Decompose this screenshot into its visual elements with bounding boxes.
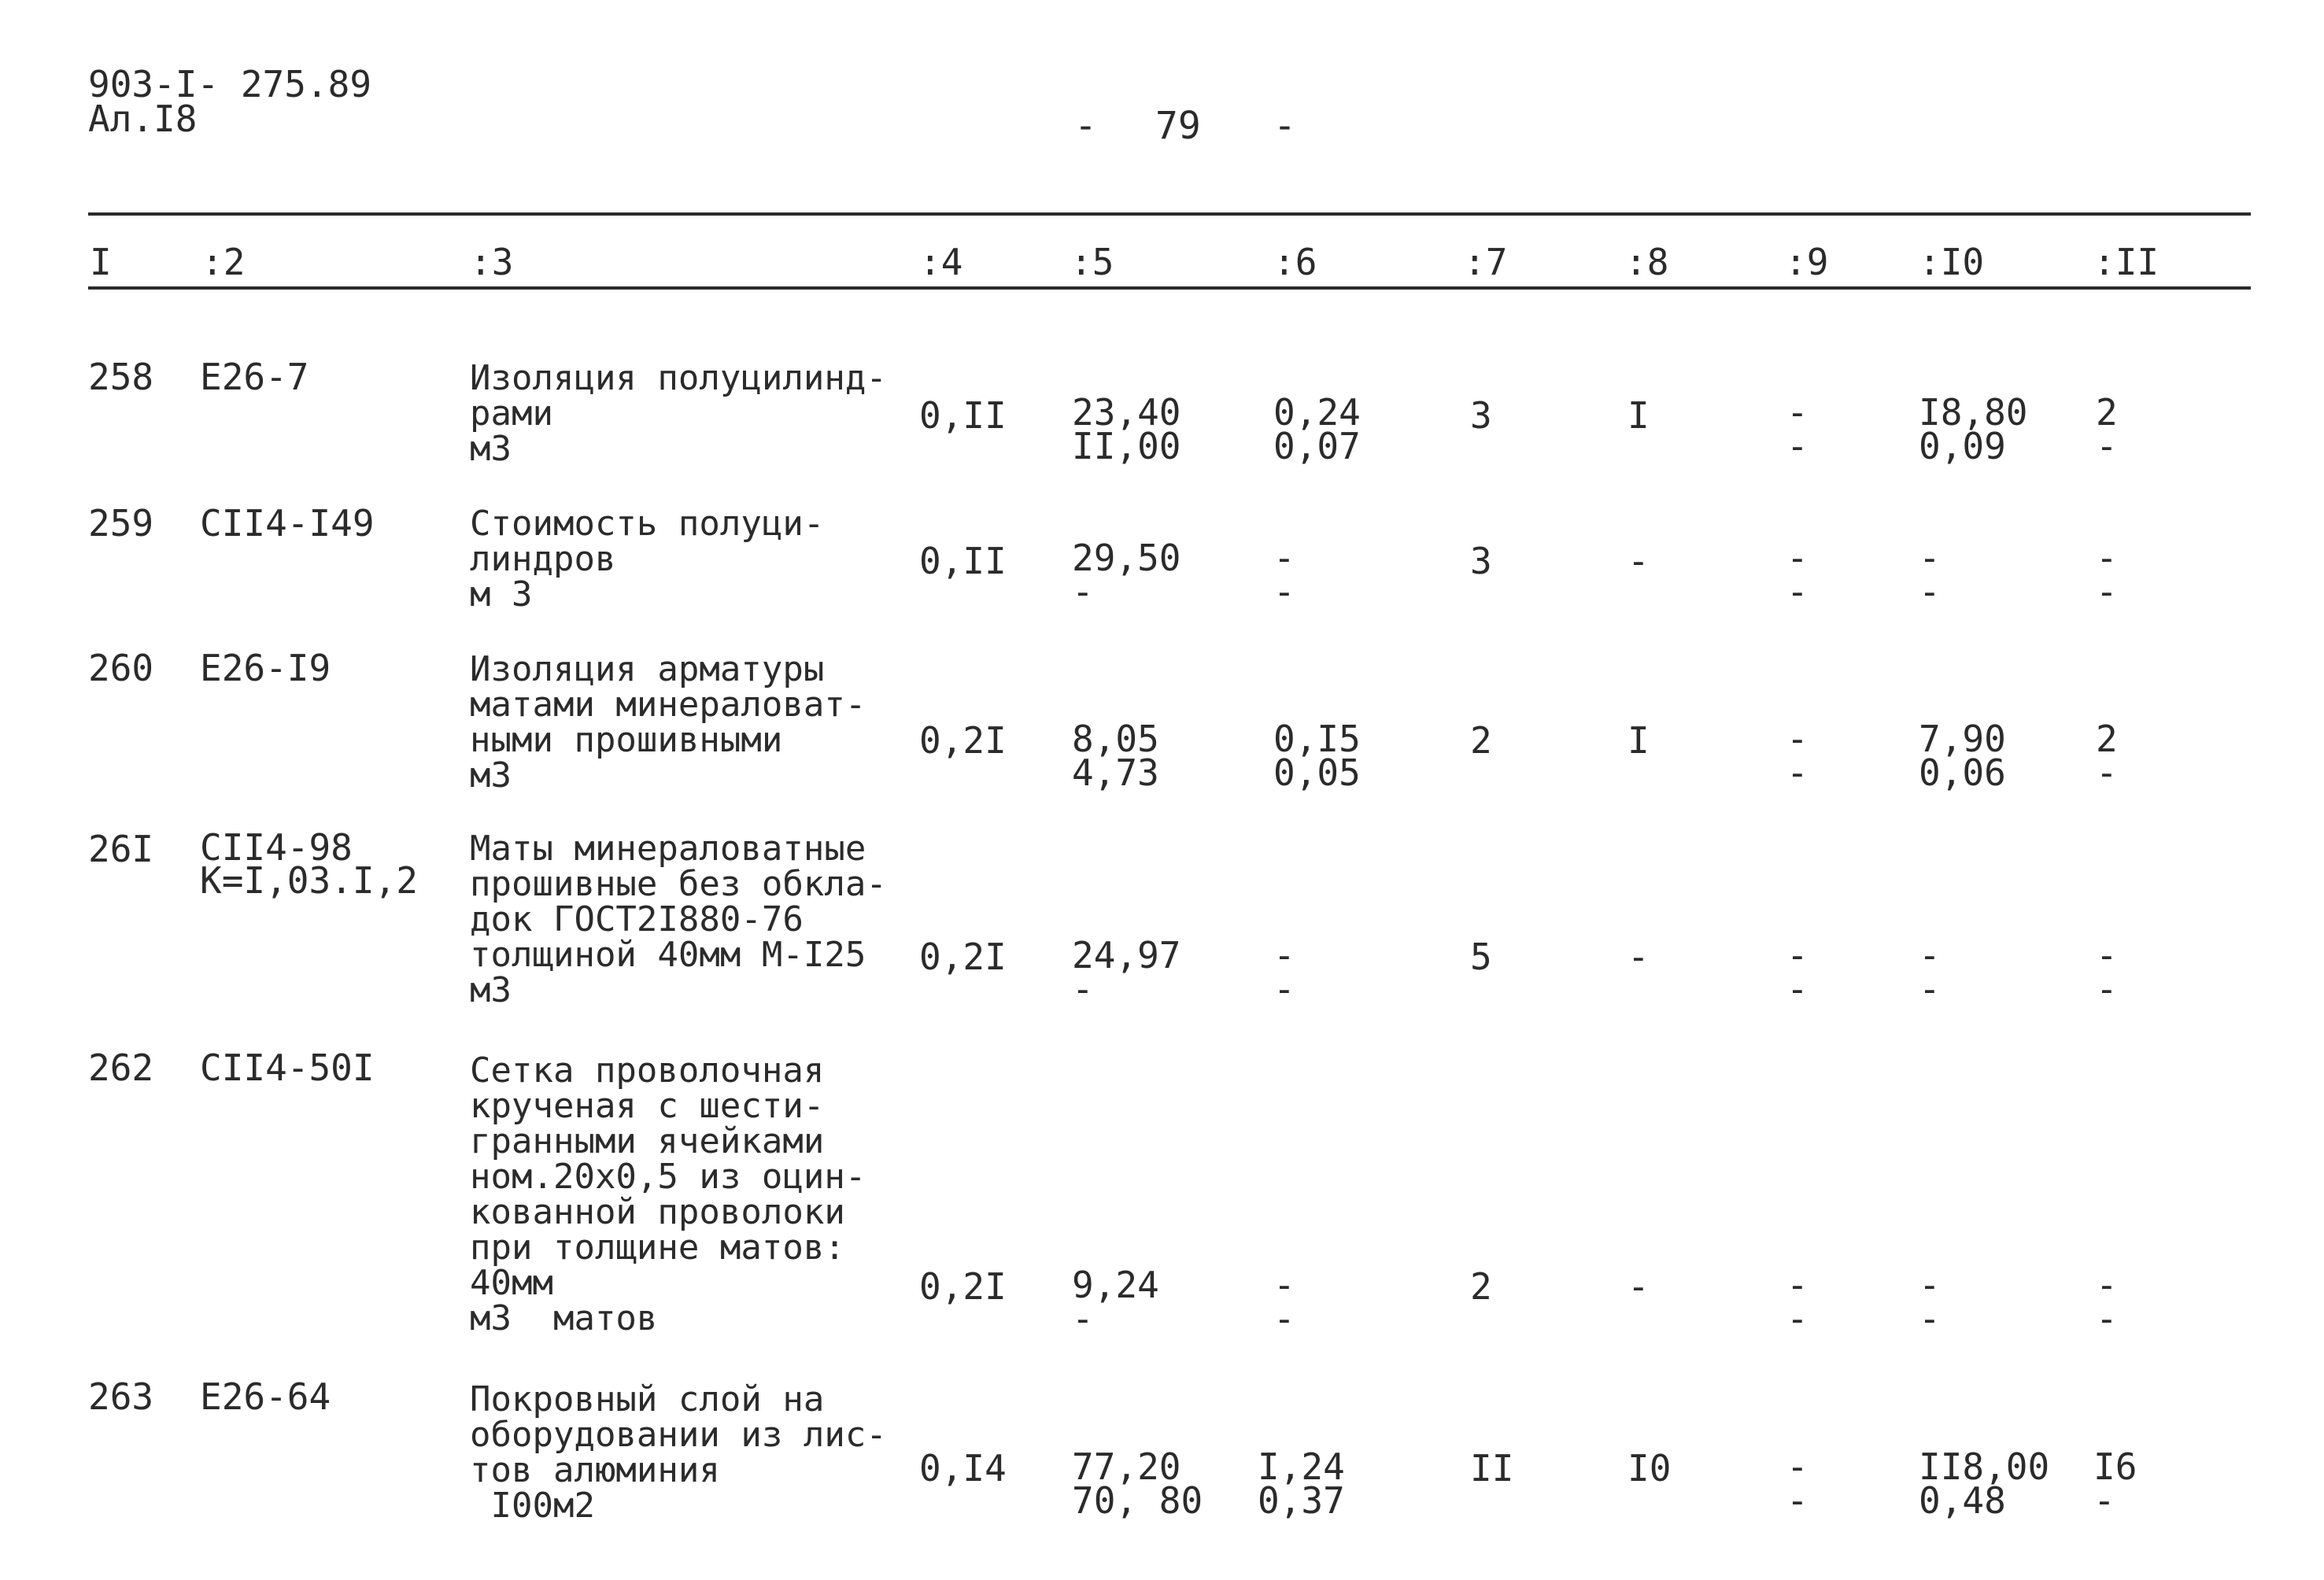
quantity: 0,2I	[919, 1265, 1007, 1308]
column-header-3: :3	[470, 241, 514, 283]
row-number: 262	[88, 1047, 154, 1089]
row-number: 260	[88, 647, 154, 689]
col7-value: 3	[1470, 540, 1492, 582]
column-header-6: :6	[1273, 241, 1317, 283]
column-header-11: :II	[2093, 241, 2160, 283]
col7-value: 3	[1470, 394, 1492, 437]
col7-value: 5	[1470, 936, 1492, 978]
col9-values: - -	[1786, 934, 1809, 1010]
row-number: 26I	[88, 828, 154, 870]
col9-values: - -	[1786, 1445, 1809, 1522]
col7-value: II	[1470, 1447, 1514, 1490]
col5-values: 9,24 -	[1072, 1264, 1159, 1340]
col5-values: 24,97 -	[1072, 934, 1181, 1010]
col7-value: 2	[1470, 1265, 1492, 1308]
document-code: 903-I- 275.89	[88, 63, 372, 105]
col5-values: 8,05 4,73	[1072, 718, 1159, 794]
norm-code: CII4-50I	[200, 1047, 375, 1089]
norm-code: CII4-I49	[200, 502, 375, 545]
column-header-10: :I0	[1919, 241, 1985, 283]
row-number: 263	[88, 1375, 154, 1418]
col11-values: 2 -	[2096, 718, 2118, 794]
col8-value: -	[1628, 540, 1650, 582]
col10-values: - -	[1919, 537, 1941, 613]
col11-values: - -	[2096, 1264, 2118, 1340]
row-number: 259	[88, 502, 154, 545]
work-description: Покровный слой на оборудовании из лис- тов алюминия I00м2	[470, 1379, 887, 1526]
col8-value: -	[1628, 936, 1650, 978]
quantity: 0,I4	[919, 1447, 1007, 1490]
norm-code: E26-64	[200, 1375, 331, 1418]
col8-value: I	[1628, 719, 1650, 762]
col6-values: I,24 0,37	[1258, 1445, 1345, 1522]
column-header-2: :2	[201, 241, 246, 283]
col10-values: - -	[1919, 934, 1941, 1010]
col9-values: - -	[1786, 537, 1809, 613]
column-header-4: :4	[919, 241, 963, 283]
work-description: Сетка проволочная крученая с шести- гранными ячейками ном.20x0,5 из оцин- кованной проволоки при толщине матов: 40мм м3 матов	[470, 1050, 866, 1338]
quantity: 0,II	[919, 540, 1007, 582]
col10-values: 7,90 0,06	[1919, 718, 2006, 794]
work-description: Изоляция арматуры матами минераловат- ными прошивными м3	[470, 649, 866, 796]
page-dash-left: -	[1074, 104, 1097, 148]
col5-values: 23,40 II,00	[1072, 391, 1181, 467]
column-header-7: :7	[1464, 241, 1508, 283]
column-header-5: :5	[1070, 241, 1114, 283]
column-header-8: :8	[1625, 241, 1669, 283]
page-dash-right: -	[1273, 104, 1296, 148]
row-number: 258	[88, 356, 154, 398]
col8-value: I0	[1628, 1447, 1672, 1490]
norm-code: CII4-98 K=I,03.I,2	[200, 826, 418, 902]
column-header-9: :9	[1785, 241, 1829, 283]
quantity: 0,II	[919, 394, 1007, 437]
col10-values: - -	[1919, 1264, 1941, 1340]
col6-values: - -	[1273, 934, 1295, 1010]
col5-values: 29,50 -	[1072, 537, 1181, 613]
col10-values: II8,00 0,48	[1919, 1445, 2050, 1522]
col6-values: 0,I5 0,05	[1273, 718, 1361, 794]
col11-values: - -	[2096, 537, 2118, 613]
col9-values: - -	[1786, 391, 1809, 467]
work-description: Стоимость полуци- линдров м 3	[470, 504, 825, 615]
quantity: 0,2I	[919, 719, 1007, 762]
col6-values: - -	[1273, 537, 1295, 613]
col5-values: 77,20 70, 80	[1072, 1445, 1203, 1522]
col9-values: - -	[1786, 718, 1809, 794]
col8-value: -	[1628, 1265, 1650, 1308]
column-header-1: I	[90, 241, 112, 283]
col8-value: I	[1628, 394, 1650, 437]
col10-values: I8,80 0,09	[1919, 391, 2028, 467]
quantity: 0,2I	[919, 936, 1007, 978]
col6-values: - -	[1273, 1264, 1295, 1340]
work-description: Изоляция полуцилинд- рами м3	[470, 358, 887, 469]
work-description: Маты минераловатные прошивные без обкла- док ГОСТ2I880-76 толщиной 40мм М-I25 м3	[470, 829, 887, 1010]
page-number: 79	[1155, 104, 1201, 148]
norm-code: E26-I9	[200, 647, 331, 689]
col11-values: I6 -	[2093, 1445, 2137, 1522]
sheet-number: Ал.I8	[88, 98, 198, 140]
col11-values: - -	[2096, 934, 2118, 1010]
col11-values: 2 -	[2096, 391, 2118, 467]
col6-values: 0,24 0,07	[1273, 391, 1361, 467]
col7-value: 2	[1470, 719, 1492, 762]
table-top-rule	[88, 212, 2251, 216]
col9-values: - -	[1786, 1264, 1809, 1340]
table-header-rule	[88, 286, 2251, 290]
norm-code: E26-7	[200, 356, 309, 398]
